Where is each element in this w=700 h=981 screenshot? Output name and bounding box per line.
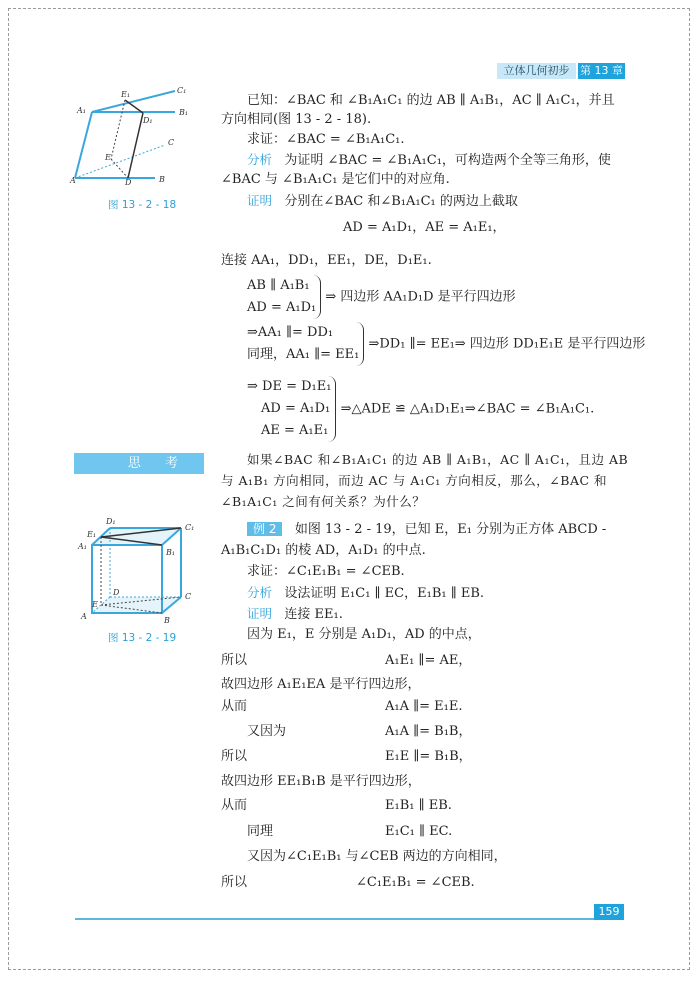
svg-text:B₁: B₁ bbox=[166, 548, 176, 557]
proof-row-7: 从而 bbox=[221, 798, 248, 813]
step-3-a: ⇒ DE = D₁E₁ bbox=[247, 379, 332, 394]
footer-rule bbox=[75, 918, 595, 920]
step-3 bbox=[247, 376, 594, 442]
analysis-line-2: ∠BAC 与 ∠B₁A₁C₁ 是它们中的对应角. bbox=[221, 172, 450, 187]
because-line: 因为 E₁，E 分别是 A₁D₁，AD 的中点， bbox=[247, 627, 481, 642]
step-2-b: 同理，AA₁ ∥= EE₁ bbox=[247, 347, 360, 362]
think-line-3: ∠B₁A₁C₁ 之间有何关系？为什么？ bbox=[221, 494, 426, 509]
chapter-badge: 第 13 章 bbox=[580, 64, 623, 77]
analysis-text-2: 设法证明 E₁C₁ ∥ EC，E₁B₁ ∥ EB. bbox=[284, 586, 485, 601]
proof-connect-text: 连接 EE₁. bbox=[284, 607, 343, 622]
proof-row-6: 故四边形 EE₁B₁B 是平行四边形， bbox=[221, 774, 421, 789]
proof-label: 证明 bbox=[247, 193, 273, 208]
step-3-c: AE = A₁E₁ bbox=[261, 423, 329, 438]
step-3-result: ⇒△ADE ≌ △A₁D₁E₁⇒∠BAC = ∠B₁A₁C₁. bbox=[340, 401, 595, 417]
proof-intro-text: 分别在∠BAC 和∠B₁A₁C₁ 的两边上截取 bbox=[284, 194, 518, 209]
analysis-text: 为证明 ∠BAC = ∠B₁A₁C₁，可构造两个全等三角形，使 bbox=[284, 153, 611, 168]
svg-text:E₁: E₁ bbox=[87, 530, 97, 539]
svg-text:C₁: C₁ bbox=[177, 86, 187, 95]
proof-row-5: 所以 bbox=[221, 749, 248, 764]
proof-row-9: 又因为∠C₁E₁B₁ 与∠CEB 两边的方向相同， bbox=[247, 849, 507, 864]
prove-line: 求证：∠BAC = ∠B₁A₁C₁. bbox=[247, 132, 405, 147]
page-number: 159 bbox=[594, 904, 624, 920]
example-2-analysis bbox=[221, 583, 484, 603]
proof-row-5-right: E₁E ∥= B₁B， bbox=[385, 749, 472, 764]
proof-row-3: 从而 bbox=[221, 699, 248, 714]
proof-row-8-right: E₁C₁ ∥ EC. bbox=[385, 824, 453, 839]
svg-text:C₁: C₁ bbox=[185, 523, 195, 532]
svg-text:D₁: D₁ bbox=[143, 116, 153, 125]
svg-text:C: C bbox=[185, 592, 192, 601]
given-line-2: 方向相同(图 13 - 2 - 18). bbox=[221, 112, 372, 127]
proof-row-10-right: ∠C₁E₁B₁ = ∠CEB. bbox=[356, 875, 475, 890]
svg-text:D₁: D₁ bbox=[106, 517, 116, 526]
proof-row-1-right: A₁E₁ ∥= AE， bbox=[385, 653, 472, 668]
step-1-b: AD = A₁D₁ bbox=[247, 300, 317, 315]
proof-label-2: 证明 bbox=[247, 606, 273, 621]
example-2-line-1 bbox=[221, 520, 606, 539]
think-line-1: 如果∠BAC 和∠B₁A₁C₁ 的边 AB ∥ A₁B₁，AC ∥ A₁C₁，且边 AB bbox=[247, 452, 629, 467]
proof-row-4-right: A₁A ∥= B₁B， bbox=[385, 724, 472, 739]
think-line-2: 与 A₁B₁ 方向相同，而边 AC 与 A₁C₁ 方向相反，那么，∠BAC 和 bbox=[221, 473, 608, 488]
proof-intro-line bbox=[221, 191, 518, 211]
proof-row-10: 所以 bbox=[221, 875, 248, 890]
step-2 bbox=[247, 322, 645, 366]
example-2-proof bbox=[221, 604, 343, 624]
proof-row-1 bbox=[221, 651, 247, 670]
analysis-line-1 bbox=[221, 150, 611, 170]
connect-line: 连接 AA₁，DD₁，EE₁，DE，D₁E₁. bbox=[221, 253, 432, 268]
step-1-a: AB ∥ A₁B₁ bbox=[247, 278, 310, 293]
step-2-result: ⇒DD₁ ∥= EE₁⇒ 四边形 DD₁E₁E 是平行四边形 bbox=[368, 336, 646, 352]
proof-row-4: 又因为 bbox=[247, 724, 287, 739]
figure-13-2-18 bbox=[70, 85, 205, 187]
step-1 bbox=[247, 275, 516, 319]
analysis-label-2: 分析 bbox=[247, 585, 273, 600]
svg-text:B: B bbox=[164, 616, 170, 625]
svg-text:D: D bbox=[113, 588, 120, 597]
figure-caption-19: 图 13 - 2 - 19 bbox=[108, 632, 177, 644]
svg-text:D: D bbox=[125, 178, 132, 187]
svg-text:B: B bbox=[159, 175, 165, 184]
proof-row-8: 同理 bbox=[247, 824, 274, 839]
step-1-result: ⇒ 四边形 AA₁D₁D 是平行四边形 bbox=[325, 289, 516, 305]
think-label: 思 考 bbox=[74, 453, 204, 474]
example-2-prove: 求证：∠C₁E₁B₁ = ∠CEB. bbox=[247, 564, 405, 579]
analysis-label: 分析 bbox=[247, 152, 273, 167]
section-header: 立体几何初步 bbox=[497, 63, 576, 79]
proof-row-7-right: E₁B₁ ∥ EB. bbox=[385, 798, 452, 813]
svg-text:A₁: A₁ bbox=[78, 542, 87, 551]
svg-text:A: A bbox=[70, 176, 76, 185]
construct-line: AD = A₁D₁，AE = A₁E₁， bbox=[343, 220, 506, 235]
proof-row-3-right: A₁A ∥= E₁E. bbox=[385, 699, 463, 714]
svg-text:A₁: A₁ bbox=[77, 106, 86, 115]
figure-caption-18: 图 13 - 2 - 18 bbox=[108, 199, 177, 211]
row-left: 所以 bbox=[221, 653, 248, 668]
svg-text:E₁: E₁ bbox=[121, 90, 131, 99]
svg-text:B₁: B₁ bbox=[179, 108, 189, 117]
svg-text:C: C bbox=[168, 138, 175, 147]
example-2-line-2: A₁B₁C₁D₁ 的棱 AD，A₁D₁ 的中点. bbox=[221, 543, 426, 558]
figure-13-2-19 bbox=[78, 515, 203, 625]
proof-row-2: 故四边形 A₁E₁EA 是平行四边形， bbox=[221, 677, 421, 692]
svg-text:E: E bbox=[105, 153, 111, 162]
given-line-1: 已知：∠BAC 和 ∠B₁A₁C₁ 的边 AB ∥ A₁B₁，AC ∥ A₁C₁，并且 bbox=[247, 93, 615, 108]
step-2-a: ⇒AA₁ ∥= DD₁ bbox=[247, 325, 334, 340]
svg-text:A: A bbox=[81, 612, 87, 621]
step-3-b: AD = A₁D₁ bbox=[261, 401, 331, 416]
example-2-badge: 例 2 bbox=[247, 522, 282, 536]
svg-text:E: E bbox=[92, 600, 98, 609]
example-2-text: 如图 13 - 2 - 19，已知 E，E₁ 分别为正方体 ABCD - bbox=[294, 522, 607, 537]
